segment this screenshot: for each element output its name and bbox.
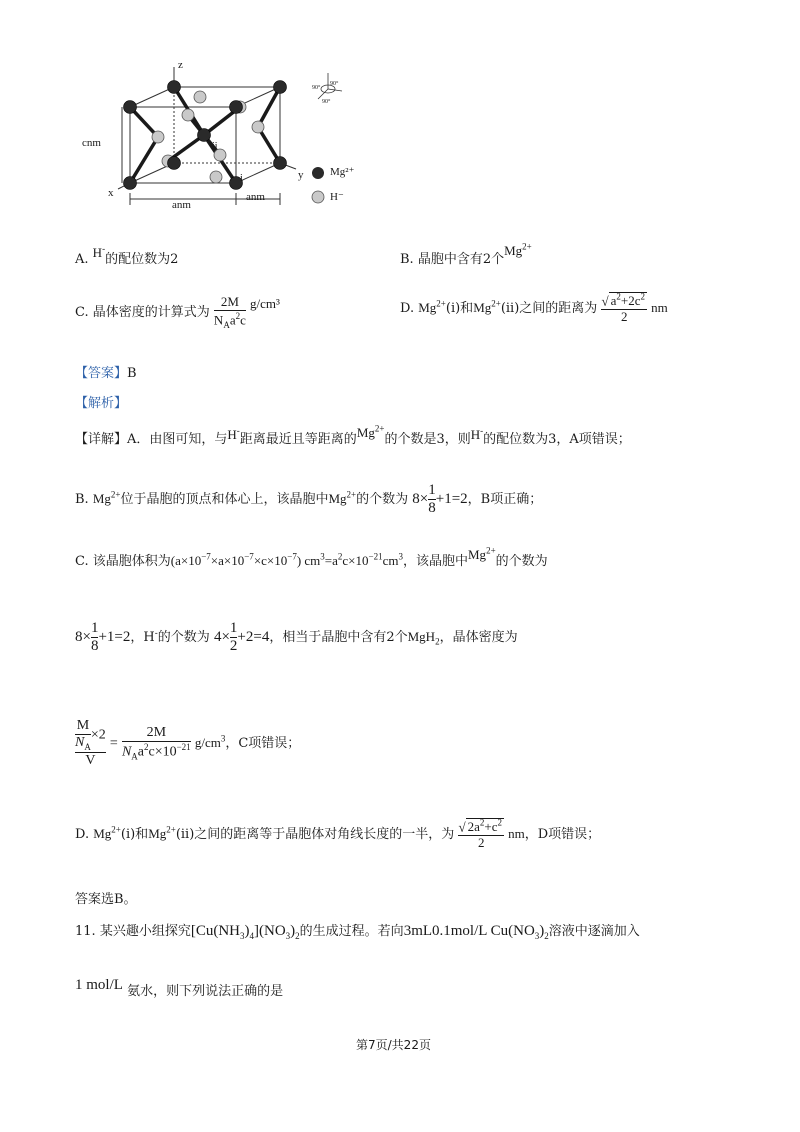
dimension-a2-label: anm [246, 191, 265, 203]
angle-label-2: 90° [330, 81, 339, 87]
detail-d: D. $Mg^{2+}(i)$和$Mg^{2+}(ii)$之间的距离等于晶胞体对角线长度的一半，为 $\frac{√ 2a^2+c^2}{2}$ nm，D项错误； [75, 818, 601, 851]
option-d: D. $Mg^{2+}(i)$和$Mg^{2+}(ii)$之间的距离为 $\frac{√ a^2+2c^2}{2}$ nm [400, 292, 668, 325]
option-b: B. 晶胞中含有2个$Mg^{2+}$ [400, 241, 532, 267]
dimension-a1-label: anm [172, 199, 191, 211]
axis-z-label: z [178, 59, 183, 71]
legend-mg-icon [312, 167, 324, 179]
atom-i-label: i [240, 173, 243, 184]
angle-label-3: 90° [322, 99, 331, 105]
crystal-figure [80, 55, 380, 215]
dimension-c-label: cnm [82, 137, 101, 149]
conclusion: 答案选B。 [75, 892, 137, 907]
legend-mg-label: Mg²⁺ [330, 166, 355, 178]
axis-x-label: x [108, 187, 114, 199]
question-11-line2: 1 mol/L 氨水，则下列说法正确的是 [75, 977, 284, 999]
detail-c-line2: 8× $\frac{1}{8}$ +1=2，H-的个数为 4× $\frac{1}{2}$ +2=4，相当于晶胞中含有2个MgH$_2$，晶体密度为 [75, 620, 518, 655]
legend-h-icon [312, 191, 324, 203]
axis-y-label: y [298, 169, 304, 181]
page-number: 第7页/共22页 [356, 1038, 431, 1052]
analysis-label: 【解析】 [75, 396, 128, 411]
angle-label-1: 90° [312, 85, 321, 91]
atom-ii-label: ii [212, 141, 218, 152]
answer-line: 【答案】B [75, 366, 137, 381]
detail-a: 【详解】A．由图可知，与H-距离最近且等距离的$Mg^{2+}$的个数是3，则H-的配位数为3，A项错误； [75, 423, 631, 447]
question-11-line1: 11. 某兴趣小组探究$[Cu(NH_3)_4](NO_3)_2$的生成过程。若向3mL0.1mol/L $Cu(NO_3)_2$溶液中逐滴加入 [75, 923, 640, 941]
detail-c-line1: C. 该晶胞体积为$(a\times 10^{-7}\times a\times 10^{-7}\times c\times 10^{-7})$ $cm^3=a^2c\times 10^{-21}cm^3$，该晶胞中$Mg^{2+}$的个数为 [75, 545, 548, 569]
detail-b: B. $Mg^{2+}$位于晶胞的顶点和体心上，该晶胞中$Mg^{2+}$的个数为 8× $\frac{1}{8}$ +1=2，B项正确； [75, 482, 543, 517]
option-a: A. H-的配位数为2 [75, 243, 179, 267]
option-c: C. 晶体密度的计算式为 $\frac{2M}{N_Aa^2c}$ g/cm³ [75, 294, 280, 330]
legend-h-label: H⁻ [330, 191, 344, 203]
detail-c-line3: $\frac{M}{N_A}$ ×2 V = $\frac{2M}{N_Aa^2c\times 10^{-21}}$ $g/cm^3$，C项错误； [75, 718, 301, 769]
